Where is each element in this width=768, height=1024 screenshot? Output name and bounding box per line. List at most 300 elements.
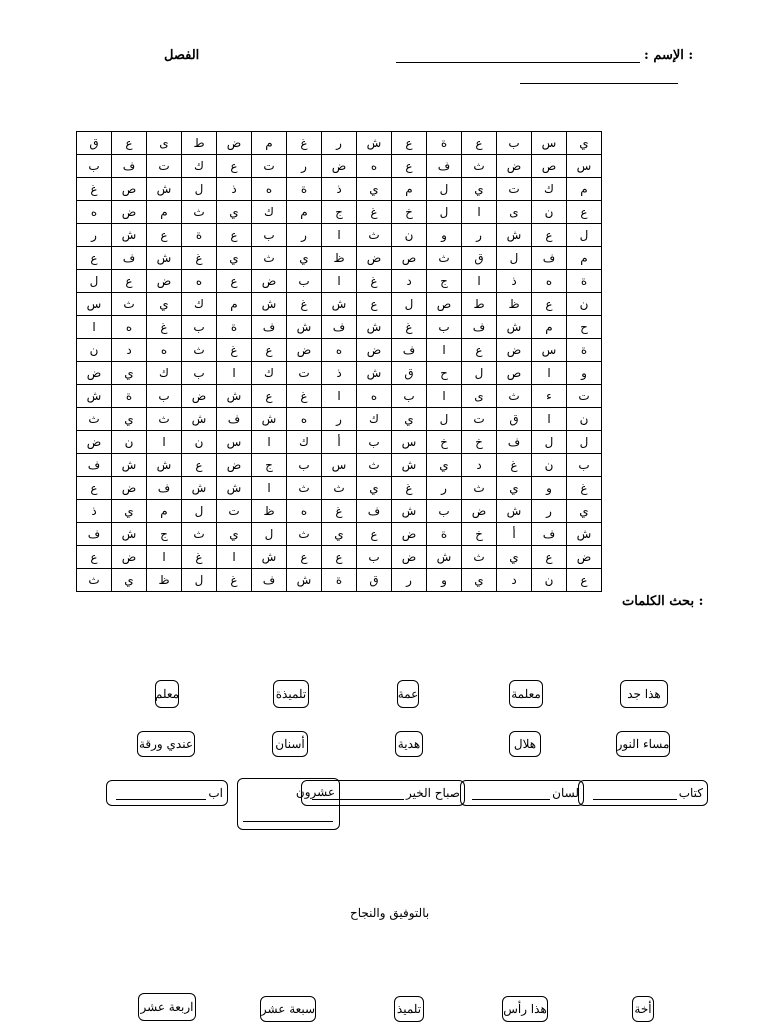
grid-cell[interactable]: ر	[287, 224, 322, 247]
grid-cell[interactable]: ن	[532, 454, 567, 477]
grid-cell[interactable]: ة	[182, 224, 217, 247]
grid-cell[interactable]: ا	[147, 431, 182, 454]
grid-cell[interactable]: ش	[147, 178, 182, 201]
grid-cell[interactable]: ث	[182, 339, 217, 362]
grid-cell[interactable]: ي	[427, 454, 462, 477]
grid-cell[interactable]: ل	[182, 569, 217, 592]
grid-cell[interactable]: ل	[427, 408, 462, 431]
grid-cell[interactable]: ي	[567, 500, 602, 523]
fill-blank-lisan[interactable]	[472, 787, 550, 800]
grid-cell[interactable]: ل	[567, 224, 602, 247]
grid-cell[interactable]: ج	[427, 270, 462, 293]
grid-cell[interactable]: غ	[392, 316, 427, 339]
grid-cell[interactable]: ء	[532, 385, 567, 408]
grid-cell[interactable]: ر	[427, 477, 462, 500]
grid-cell[interactable]: غ	[182, 247, 217, 270]
grid-cell[interactable]: ض	[182, 385, 217, 408]
grid-cell[interactable]: ة	[427, 132, 462, 155]
grid-cell[interactable]: ش	[77, 385, 112, 408]
grid-cell[interactable]: ر	[392, 569, 427, 592]
grid-cell[interactable]: ع	[567, 201, 602, 224]
grid-cell[interactable]: م	[252, 132, 287, 155]
grid-cell[interactable]: ل	[182, 178, 217, 201]
grid-cell[interactable]: أ	[322, 431, 357, 454]
grid-cell[interactable]: ض	[392, 546, 427, 569]
grid-cell[interactable]: ط	[182, 132, 217, 155]
grid-cell[interactable]: ب	[147, 385, 182, 408]
grid-cell[interactable]: ر	[322, 408, 357, 431]
grid-cell[interactable]: ف	[532, 247, 567, 270]
grid-cell[interactable]: ل	[462, 362, 497, 385]
grid-cell[interactable]: غ	[77, 178, 112, 201]
grid-cell[interactable]: ب	[287, 270, 322, 293]
grid-cell[interactable]: ن	[567, 408, 602, 431]
grid-cell[interactable]: م	[147, 201, 182, 224]
grid-cell[interactable]: ل	[252, 523, 287, 546]
grid-cell[interactable]: ش	[357, 132, 392, 155]
grid-cell[interactable]: ك	[287, 431, 322, 454]
grid-cell[interactable]: ش	[357, 362, 392, 385]
grid-cell[interactable]: ف	[112, 247, 147, 270]
grid-cell[interactable]: ش	[427, 546, 462, 569]
grid-cell[interactable]: ض	[217, 132, 252, 155]
grid-cell[interactable]: ك	[532, 178, 567, 201]
grid-cell[interactable]: ي	[112, 362, 147, 385]
grid-cell[interactable]: ح	[427, 362, 462, 385]
grid-cell[interactable]: ص	[392, 247, 427, 270]
grid-cell[interactable]: ع	[462, 132, 497, 155]
grid-cell[interactable]: ف	[392, 339, 427, 362]
grid-cell[interactable]: ف	[112, 155, 147, 178]
grid-cell[interactable]: ض	[357, 247, 392, 270]
grid-cell[interactable]: غ	[287, 293, 322, 316]
grid-cell[interactable]: ا	[217, 546, 252, 569]
grid-cell[interactable]: س	[567, 155, 602, 178]
grid-cell[interactable]: م	[217, 293, 252, 316]
grid-cell[interactable]: م	[147, 500, 182, 523]
grid-cell[interactable]: غ	[287, 132, 322, 155]
grid-cell[interactable]: ض	[567, 546, 602, 569]
grid-cell[interactable]: ب	[77, 155, 112, 178]
grid-cell[interactable]: ع	[217, 270, 252, 293]
grid-cell[interactable]: ض	[462, 500, 497, 523]
grid-cell[interactable]: ة	[322, 569, 357, 592]
grid-cell[interactable]: ة	[217, 316, 252, 339]
grid-cell[interactable]: م	[532, 316, 567, 339]
grid-cell[interactable]: ت	[497, 178, 532, 201]
grid-cell[interactable]: ع	[112, 270, 147, 293]
grid-cell[interactable]: ا	[462, 201, 497, 224]
grid-cell[interactable]: ت	[252, 155, 287, 178]
grid-cell[interactable]: ض	[392, 523, 427, 546]
grid-cell[interactable]: ش	[287, 569, 322, 592]
grid-cell[interactable]: ر	[462, 224, 497, 247]
grid-cell[interactable]: ة	[567, 339, 602, 362]
grid-cell[interactable]: ي	[112, 500, 147, 523]
grid-cell[interactable]: ض	[77, 431, 112, 454]
grid-cell[interactable]: ع	[77, 477, 112, 500]
grid-cell[interactable]: ي	[357, 477, 392, 500]
grid-cell[interactable]: ث	[357, 454, 392, 477]
grid-cell[interactable]: ه	[182, 270, 217, 293]
grid-cell[interactable]: ش	[252, 546, 287, 569]
grid-cell[interactable]: ض	[252, 270, 287, 293]
grid-cell[interactable]: ب	[497, 132, 532, 155]
grid-cell[interactable]: د	[497, 569, 532, 592]
grid-cell[interactable]: ي	[112, 408, 147, 431]
grid-cell[interactable]: ة	[567, 270, 602, 293]
grid-cell[interactable]: ش	[147, 454, 182, 477]
grid-cell[interactable]: ر	[532, 500, 567, 523]
grid-cell[interactable]: ل	[77, 270, 112, 293]
grid-cell[interactable]: ع	[77, 546, 112, 569]
grid-cell[interactable]: ش	[252, 293, 287, 316]
grid-cell[interactable]: ط	[462, 293, 497, 316]
grid-cell[interactable]: ا	[462, 270, 497, 293]
grid-cell[interactable]: ع	[182, 454, 217, 477]
grid-cell[interactable]: ف	[322, 316, 357, 339]
grid-cell[interactable]: ه	[112, 316, 147, 339]
grid-cell[interactable]: غ	[392, 477, 427, 500]
grid-cell[interactable]: ش	[287, 316, 322, 339]
grid-cell[interactable]: ع	[532, 293, 567, 316]
grid-cell[interactable]: ى	[462, 385, 497, 408]
grid-cell[interactable]: ش	[357, 316, 392, 339]
grid-cell[interactable]: ض	[147, 270, 182, 293]
grid-cell[interactable]: ن	[182, 431, 217, 454]
grid-cell[interactable]: ث	[147, 408, 182, 431]
grid-cell[interactable]: ت	[287, 362, 322, 385]
grid-cell[interactable]: ف	[462, 316, 497, 339]
grid-cell[interactable]: ع	[112, 132, 147, 155]
grid-cell[interactable]: ي	[462, 178, 497, 201]
grid-cell[interactable]: ا	[217, 362, 252, 385]
grid-cell[interactable]: ق	[77, 132, 112, 155]
grid-cell[interactable]: و	[567, 362, 602, 385]
grid-cell[interactable]: ص	[427, 293, 462, 316]
grid-cell[interactable]: ق	[357, 569, 392, 592]
grid-cell[interactable]: ه	[147, 339, 182, 362]
grid-cell[interactable]: ب	[182, 362, 217, 385]
grid-cell[interactable]: ف	[217, 408, 252, 431]
grid-cell[interactable]: ا	[427, 339, 462, 362]
grid-cell[interactable]: ع	[532, 546, 567, 569]
grid-cell[interactable]: ع	[77, 247, 112, 270]
grid-cell[interactable]: ل	[427, 178, 462, 201]
grid-cell[interactable]: غ	[147, 316, 182, 339]
grid-cell[interactable]: ث	[252, 247, 287, 270]
grid-cell[interactable]: ا	[532, 362, 567, 385]
name-blank-line[interactable]	[396, 62, 640, 63]
grid-cell[interactable]: ن	[392, 224, 427, 247]
grid-cell[interactable]: د	[392, 270, 427, 293]
grid-cell[interactable]: ش	[112, 224, 147, 247]
grid-cell[interactable]: ه	[252, 178, 287, 201]
grid-cell[interactable]: س	[77, 293, 112, 316]
grid-cell[interactable]: ض	[357, 339, 392, 362]
grid-cell[interactable]: خ	[392, 201, 427, 224]
grid-cell[interactable]: ث	[182, 201, 217, 224]
grid-cell[interactable]: ي	[497, 546, 532, 569]
grid-cell[interactable]: ر	[322, 132, 357, 155]
grid-cell[interactable]: ض	[497, 155, 532, 178]
grid-cell[interactable]: ع	[287, 546, 322, 569]
grid-cell[interactable]: ا	[252, 477, 287, 500]
grid-cell[interactable]: ا	[322, 224, 357, 247]
grid-cell[interactable]: ك	[252, 201, 287, 224]
grid-cell[interactable]: ض	[287, 339, 322, 362]
grid-cell[interactable]: ص	[532, 155, 567, 178]
grid-cell[interactable]: ش	[392, 500, 427, 523]
grid-cell[interactable]: ا	[77, 316, 112, 339]
fill-blank-kitab[interactable]	[593, 787, 677, 800]
grid-cell[interactable]: ل	[532, 431, 567, 454]
grid-cell[interactable]: ه	[287, 408, 322, 431]
grid-cell[interactable]: ظ	[497, 293, 532, 316]
grid-cell[interactable]: س	[322, 454, 357, 477]
grid-cell[interactable]: ى	[497, 201, 532, 224]
grid-cell[interactable]: ي	[217, 247, 252, 270]
grid-cell[interactable]: ي	[497, 477, 532, 500]
grid-cell[interactable]: ض	[497, 339, 532, 362]
grid-cell[interactable]: غ	[497, 454, 532, 477]
grid-cell[interactable]: ع	[147, 224, 182, 247]
grid-cell[interactable]: ع	[217, 155, 252, 178]
grid-cell[interactable]: د	[112, 339, 147, 362]
grid-cell[interactable]: ي	[462, 569, 497, 592]
grid-cell[interactable]: ش	[497, 224, 532, 247]
grid-cell[interactable]: خ	[427, 431, 462, 454]
grid-cell[interactable]: ا	[252, 431, 287, 454]
grid-cell[interactable]: ب	[287, 454, 322, 477]
grid-cell[interactable]: ب	[392, 385, 427, 408]
grid-cell[interactable]: ت	[147, 155, 182, 178]
grid-cell[interactable]: ح	[567, 316, 602, 339]
grid-cell[interactable]: ش	[217, 477, 252, 500]
grid-cell[interactable]: ي	[147, 293, 182, 316]
grid-cell[interactable]: س	[217, 431, 252, 454]
grid-cell[interactable]: ه	[322, 339, 357, 362]
grid-cell[interactable]: ث	[462, 155, 497, 178]
grid-cell[interactable]: ع	[252, 339, 287, 362]
grid-cell[interactable]: ا	[147, 546, 182, 569]
grid-cell[interactable]: ت	[567, 385, 602, 408]
grid-cell[interactable]: ق	[462, 247, 497, 270]
grid-cell[interactable]: ص	[497, 362, 532, 385]
grid-cell[interactable]: ن	[532, 201, 567, 224]
grid-cell[interactable]: ج	[147, 523, 182, 546]
grid-cell[interactable]: غ	[287, 385, 322, 408]
grid-cell[interactable]: ب	[252, 224, 287, 247]
grid-cell[interactable]: ع	[392, 155, 427, 178]
grid-cell[interactable]: ه	[77, 201, 112, 224]
grid-cell[interactable]: ا	[322, 385, 357, 408]
grid-cell[interactable]: ي	[112, 569, 147, 592]
grid-cell[interactable]: ه	[532, 270, 567, 293]
grid-cell[interactable]: ث	[112, 293, 147, 316]
grid-cell[interactable]: ث	[357, 224, 392, 247]
grid-cell[interactable]: ر	[77, 224, 112, 247]
grid-cell[interactable]: ض	[112, 477, 147, 500]
grid-cell[interactable]: ة	[427, 523, 462, 546]
grid-cell[interactable]: ي	[357, 178, 392, 201]
grid-cell[interactable]: ف	[252, 316, 287, 339]
grid-cell[interactable]: غ	[217, 339, 252, 362]
grid-cell[interactable]: ف	[252, 569, 287, 592]
grid-cell[interactable]: ب	[357, 431, 392, 454]
fill-blank-ishroon[interactable]	[243, 809, 333, 822]
grid-cell[interactable]: ذ	[77, 500, 112, 523]
grid-cell[interactable]: خ	[462, 431, 497, 454]
grid-cell[interactable]: ه	[287, 500, 322, 523]
grid-cell[interactable]: ل	[392, 293, 427, 316]
grid-cell[interactable]: ذ	[497, 270, 532, 293]
grid-cell[interactable]: ج	[322, 201, 357, 224]
grid-cell[interactable]: ب	[567, 454, 602, 477]
grid-cell[interactable]: ع	[462, 339, 497, 362]
grid-cell[interactable]: ي	[322, 523, 357, 546]
grid-cell[interactable]: س	[392, 431, 427, 454]
grid-cell[interactable]: ش	[322, 293, 357, 316]
grid-cell[interactable]: غ	[567, 477, 602, 500]
grid-cell[interactable]: ش	[182, 477, 217, 500]
grid-cell[interactable]: ض	[112, 201, 147, 224]
grid-cell[interactable]: ش	[112, 454, 147, 477]
grid-cell[interactable]: ع	[567, 569, 602, 592]
grid-cell[interactable]: غ	[217, 569, 252, 592]
grid-cell[interactable]: ع	[392, 132, 427, 155]
grid-cell[interactable]: غ	[182, 546, 217, 569]
grid-cell[interactable]: ج	[252, 454, 287, 477]
grid-cell[interactable]: ع	[532, 224, 567, 247]
grid-cell[interactable]: ع	[217, 224, 252, 247]
grid-cell[interactable]: ن	[532, 569, 567, 592]
grid-cell[interactable]: ش	[182, 408, 217, 431]
grid-cell[interactable]: م	[287, 201, 322, 224]
grid-cell[interactable]: ت	[217, 500, 252, 523]
grid-cell[interactable]: و	[427, 569, 462, 592]
grid-cell[interactable]: أ	[497, 523, 532, 546]
grid-cell[interactable]: ظ	[322, 247, 357, 270]
grid-cell[interactable]: ع	[252, 385, 287, 408]
grid-cell[interactable]: ص	[112, 178, 147, 201]
grid-cell[interactable]: ث	[77, 408, 112, 431]
grid-cell[interactable]: ظ	[147, 569, 182, 592]
grid-cell[interactable]: ي	[392, 408, 427, 431]
grid-cell[interactable]: ق	[497, 408, 532, 431]
grid-cell[interactable]: ي	[567, 132, 602, 155]
grid-cell[interactable]: ي	[217, 201, 252, 224]
grid-cell[interactable]: ر	[287, 155, 322, 178]
grid-cell[interactable]: ث	[287, 477, 322, 500]
grid-cell[interactable]: ك	[147, 362, 182, 385]
grid-cell[interactable]: ف	[357, 500, 392, 523]
grid-cell[interactable]: و	[427, 224, 462, 247]
grid-cell[interactable]: ا	[532, 408, 567, 431]
grid-cell[interactable]: ا	[322, 270, 357, 293]
grid-cell[interactable]: ض	[77, 362, 112, 385]
grid-cell[interactable]: ث	[462, 477, 497, 500]
grid-cell[interactable]: ت	[462, 408, 497, 431]
grid-cell[interactable]: ه	[357, 155, 392, 178]
grid-cell[interactable]: م	[567, 178, 602, 201]
grid-cell[interactable]: ض	[112, 546, 147, 569]
grid-cell[interactable]: ي	[287, 247, 322, 270]
grid-cell[interactable]: ة	[112, 385, 147, 408]
grid-cell[interactable]: ب	[182, 316, 217, 339]
grid-cell[interactable]: ع	[322, 546, 357, 569]
grid-cell[interactable]: ش	[497, 316, 532, 339]
grid-cell[interactable]: ف	[77, 454, 112, 477]
grid-cell[interactable]: ف	[77, 523, 112, 546]
grid-cell[interactable]: ب	[427, 316, 462, 339]
grid-cell[interactable]: ى	[147, 132, 182, 155]
name-blank-line-2[interactable]	[520, 83, 678, 84]
grid-cell[interactable]: س	[532, 339, 567, 362]
grid-cell[interactable]: و	[532, 477, 567, 500]
grid-cell[interactable]: خ	[462, 523, 497, 546]
grid-cell[interactable]: ث	[497, 385, 532, 408]
grid-cell[interactable]: ث	[287, 523, 322, 546]
grid-cell[interactable]: ة	[287, 178, 322, 201]
grid-cell[interactable]: ب	[427, 500, 462, 523]
grid-cell[interactable]: ع	[357, 293, 392, 316]
grid-cell[interactable]: م	[392, 178, 427, 201]
fill-blank-ab[interactable]	[116, 787, 206, 800]
grid-cell[interactable]: ف	[532, 523, 567, 546]
grid-cell[interactable]: ش	[567, 523, 602, 546]
grid-cell[interactable]: ض	[217, 454, 252, 477]
grid-cell[interactable]: م	[567, 247, 602, 270]
grid-cell[interactable]: ل	[497, 247, 532, 270]
grid-cell[interactable]: ن	[77, 339, 112, 362]
grid-cell[interactable]: ك	[357, 408, 392, 431]
grid-cell[interactable]: ذ	[322, 362, 357, 385]
grid-cell[interactable]: ق	[392, 362, 427, 385]
grid-cell[interactable]: ك	[252, 362, 287, 385]
grid-cell[interactable]: ه	[357, 385, 392, 408]
grid-cell[interactable]: ض	[322, 155, 357, 178]
grid-cell[interactable]: ك	[182, 293, 217, 316]
grid-cell[interactable]: ف	[427, 155, 462, 178]
grid-cell[interactable]: ش	[497, 500, 532, 523]
grid-cell[interactable]: غ	[357, 270, 392, 293]
grid-cell[interactable]: ل	[427, 201, 462, 224]
grid-cell[interactable]: ث	[427, 247, 462, 270]
grid-cell[interactable]: ث	[462, 546, 497, 569]
grid-cell[interactable]: ع	[357, 523, 392, 546]
grid-cell[interactable]: ا	[427, 385, 462, 408]
grid-cell[interactable]: ش	[392, 454, 427, 477]
grid-cell[interactable]: د	[462, 454, 497, 477]
grid-cell[interactable]: ذ	[217, 178, 252, 201]
grid-cell[interactable]: ف	[497, 431, 532, 454]
grid-cell[interactable]: ن	[112, 431, 147, 454]
grid-cell[interactable]: غ	[322, 500, 357, 523]
grid-cell[interactable]: ل	[182, 500, 217, 523]
grid-cell[interactable]: ش	[112, 523, 147, 546]
grid-cell[interactable]: ذ	[322, 178, 357, 201]
grid-cell[interactable]: ث	[322, 477, 357, 500]
grid-cell[interactable]: ي	[217, 523, 252, 546]
grid-cell[interactable]: س	[532, 132, 567, 155]
grid-cell[interactable]: ف	[147, 477, 182, 500]
grid-cell[interactable]: ن	[567, 293, 602, 316]
grid-cell[interactable]: ث	[77, 569, 112, 592]
grid-cell[interactable]: ك	[182, 155, 217, 178]
grid-cell[interactable]: ش	[252, 408, 287, 431]
grid-cell[interactable]: ب	[357, 546, 392, 569]
